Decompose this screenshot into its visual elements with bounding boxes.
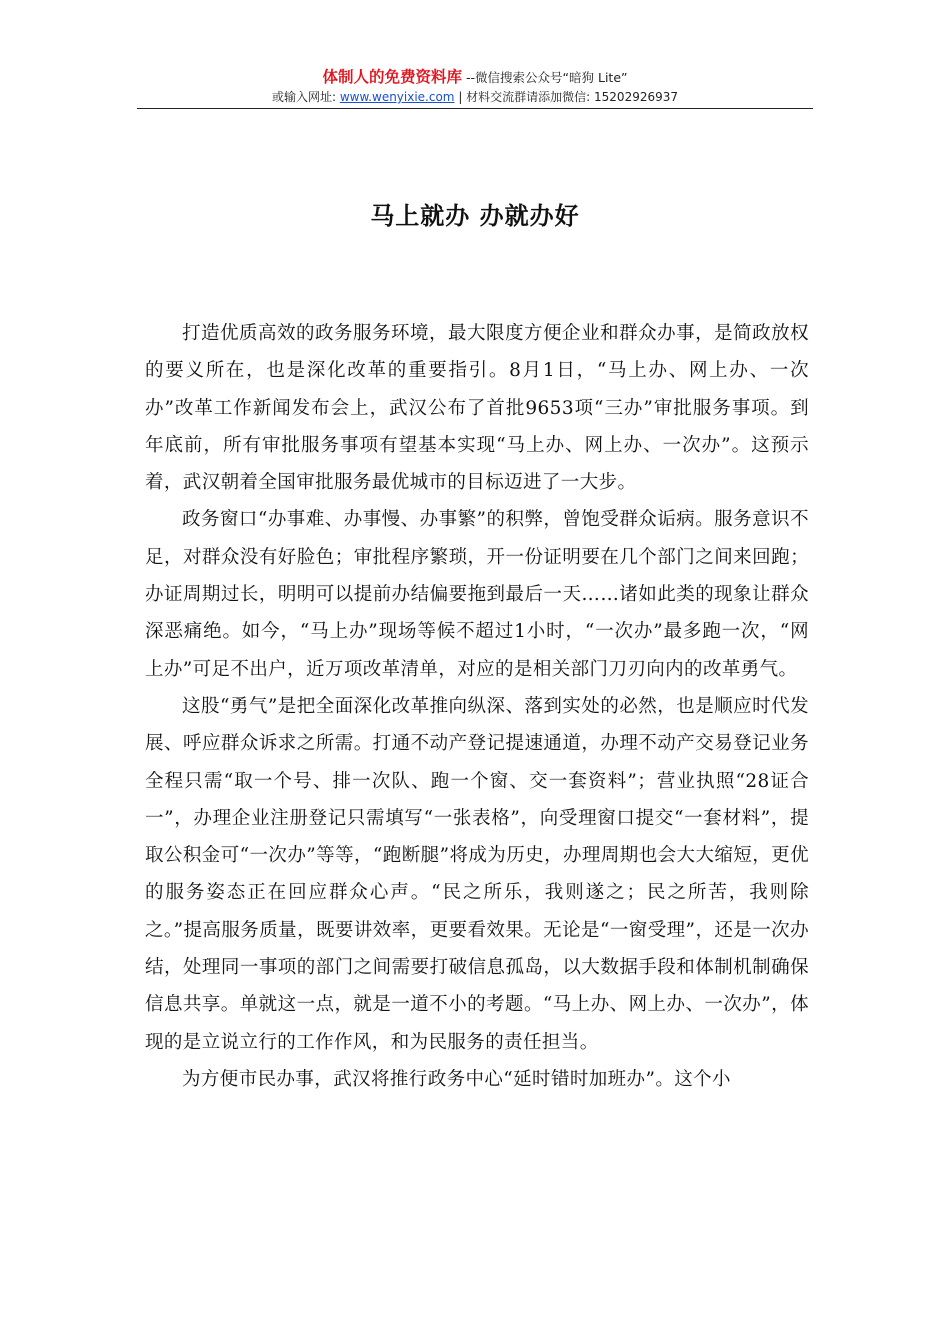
contact-info: | 材料交流群请添加微信: 15202926937 <box>454 90 679 104</box>
website-link[interactable]: www.wenyixie.com <box>339 90 455 104</box>
header-banner <box>137 66 813 89</box>
paragraph-1: 打造优质高效的政务服务环境，最大限度方便企业和群众办事，是简政放权的要义所在，也是深化改革的重要指引。8月1日，“马上办、网上办、一次办”改革工作新闻发布会上，武汉公布了首批9653项“三办”审批服务事项。到年底前，所有审批服务事项有望基本实现“马上办、网上办、一次办”。这预示着，武汉朝着全国审批服务最优城市的目标迈进了一大步。 <box>145 323 809 494</box>
brand-name: 体制人的免费资料库 <box>322 68 463 86</box>
header-divider <box>137 108 813 109</box>
header-contact-line <box>137 89 813 106</box>
article-body <box>145 315 809 1098</box>
paragraph-3: 这股“勇气”是把全面深化改革推向纵深、落到实处的必然，也是顺应时代发展、呼应群众诉求之所需。打通不动产登记提速通道，办理不动产交易登记业务全程只需“取一个号、排一次队、跑一个窗、交一套资料”；营业执照“28证合一”，办理企业注册登记只需填写“一张表格”，向受理窗口提交“一套材料”，提取公积金可“一次办”等等，“跑断腿”将成为历史，办理周期也会大大缩短，更优的服务姿态正在回应群众心声。“民之所乐，我则遂之；民之所苦，我则除之。”提高服务质量，既要讲效率，更要看效果。无论是“一窗受理”，还是一次办结，处理同一事项的部门之间需要打破信息孤岛，以大数据手段和体制机制确保信息共享。单就这一点，就是一道不小的考题。“马上办、网上办、一次办”，体现的是立说立行的工作作风，和为民服务的责任担当。 <box>145 695 809 1053</box>
paragraph-4: 为方便市民办事，武汉将推行政务中心“延时错时加班办”。这个小 <box>182 1068 731 1090</box>
url-prefix: 或输入网址: <box>271 90 340 104</box>
paragraph-2: 政务窗口“办事难、办事慢、办事繁”的积弊，曾饱受群众诟病。服务意识不足，对群众没有好脸色；审批程序繁琐，开一份证明要在几个部门之间来回跑；办证周期过长，明明可以提前办结偏要拖到最后一天……诸如此类的现象让群众深恶痛绝。如今，“马上办”现场等候不超过1小时，“一次办”最多跑一次，“网上办”可足不出户，近万项改革清单，对应的是相关部门刀刃向内的改革勇气。 <box>145 509 809 680</box>
article-title: 马上就办 办就办好 <box>370 201 580 230</box>
page-header <box>137 66 813 106</box>
header-tagline: --微信搜索公众号“暗狗 Lite” <box>462 70 628 85</box>
